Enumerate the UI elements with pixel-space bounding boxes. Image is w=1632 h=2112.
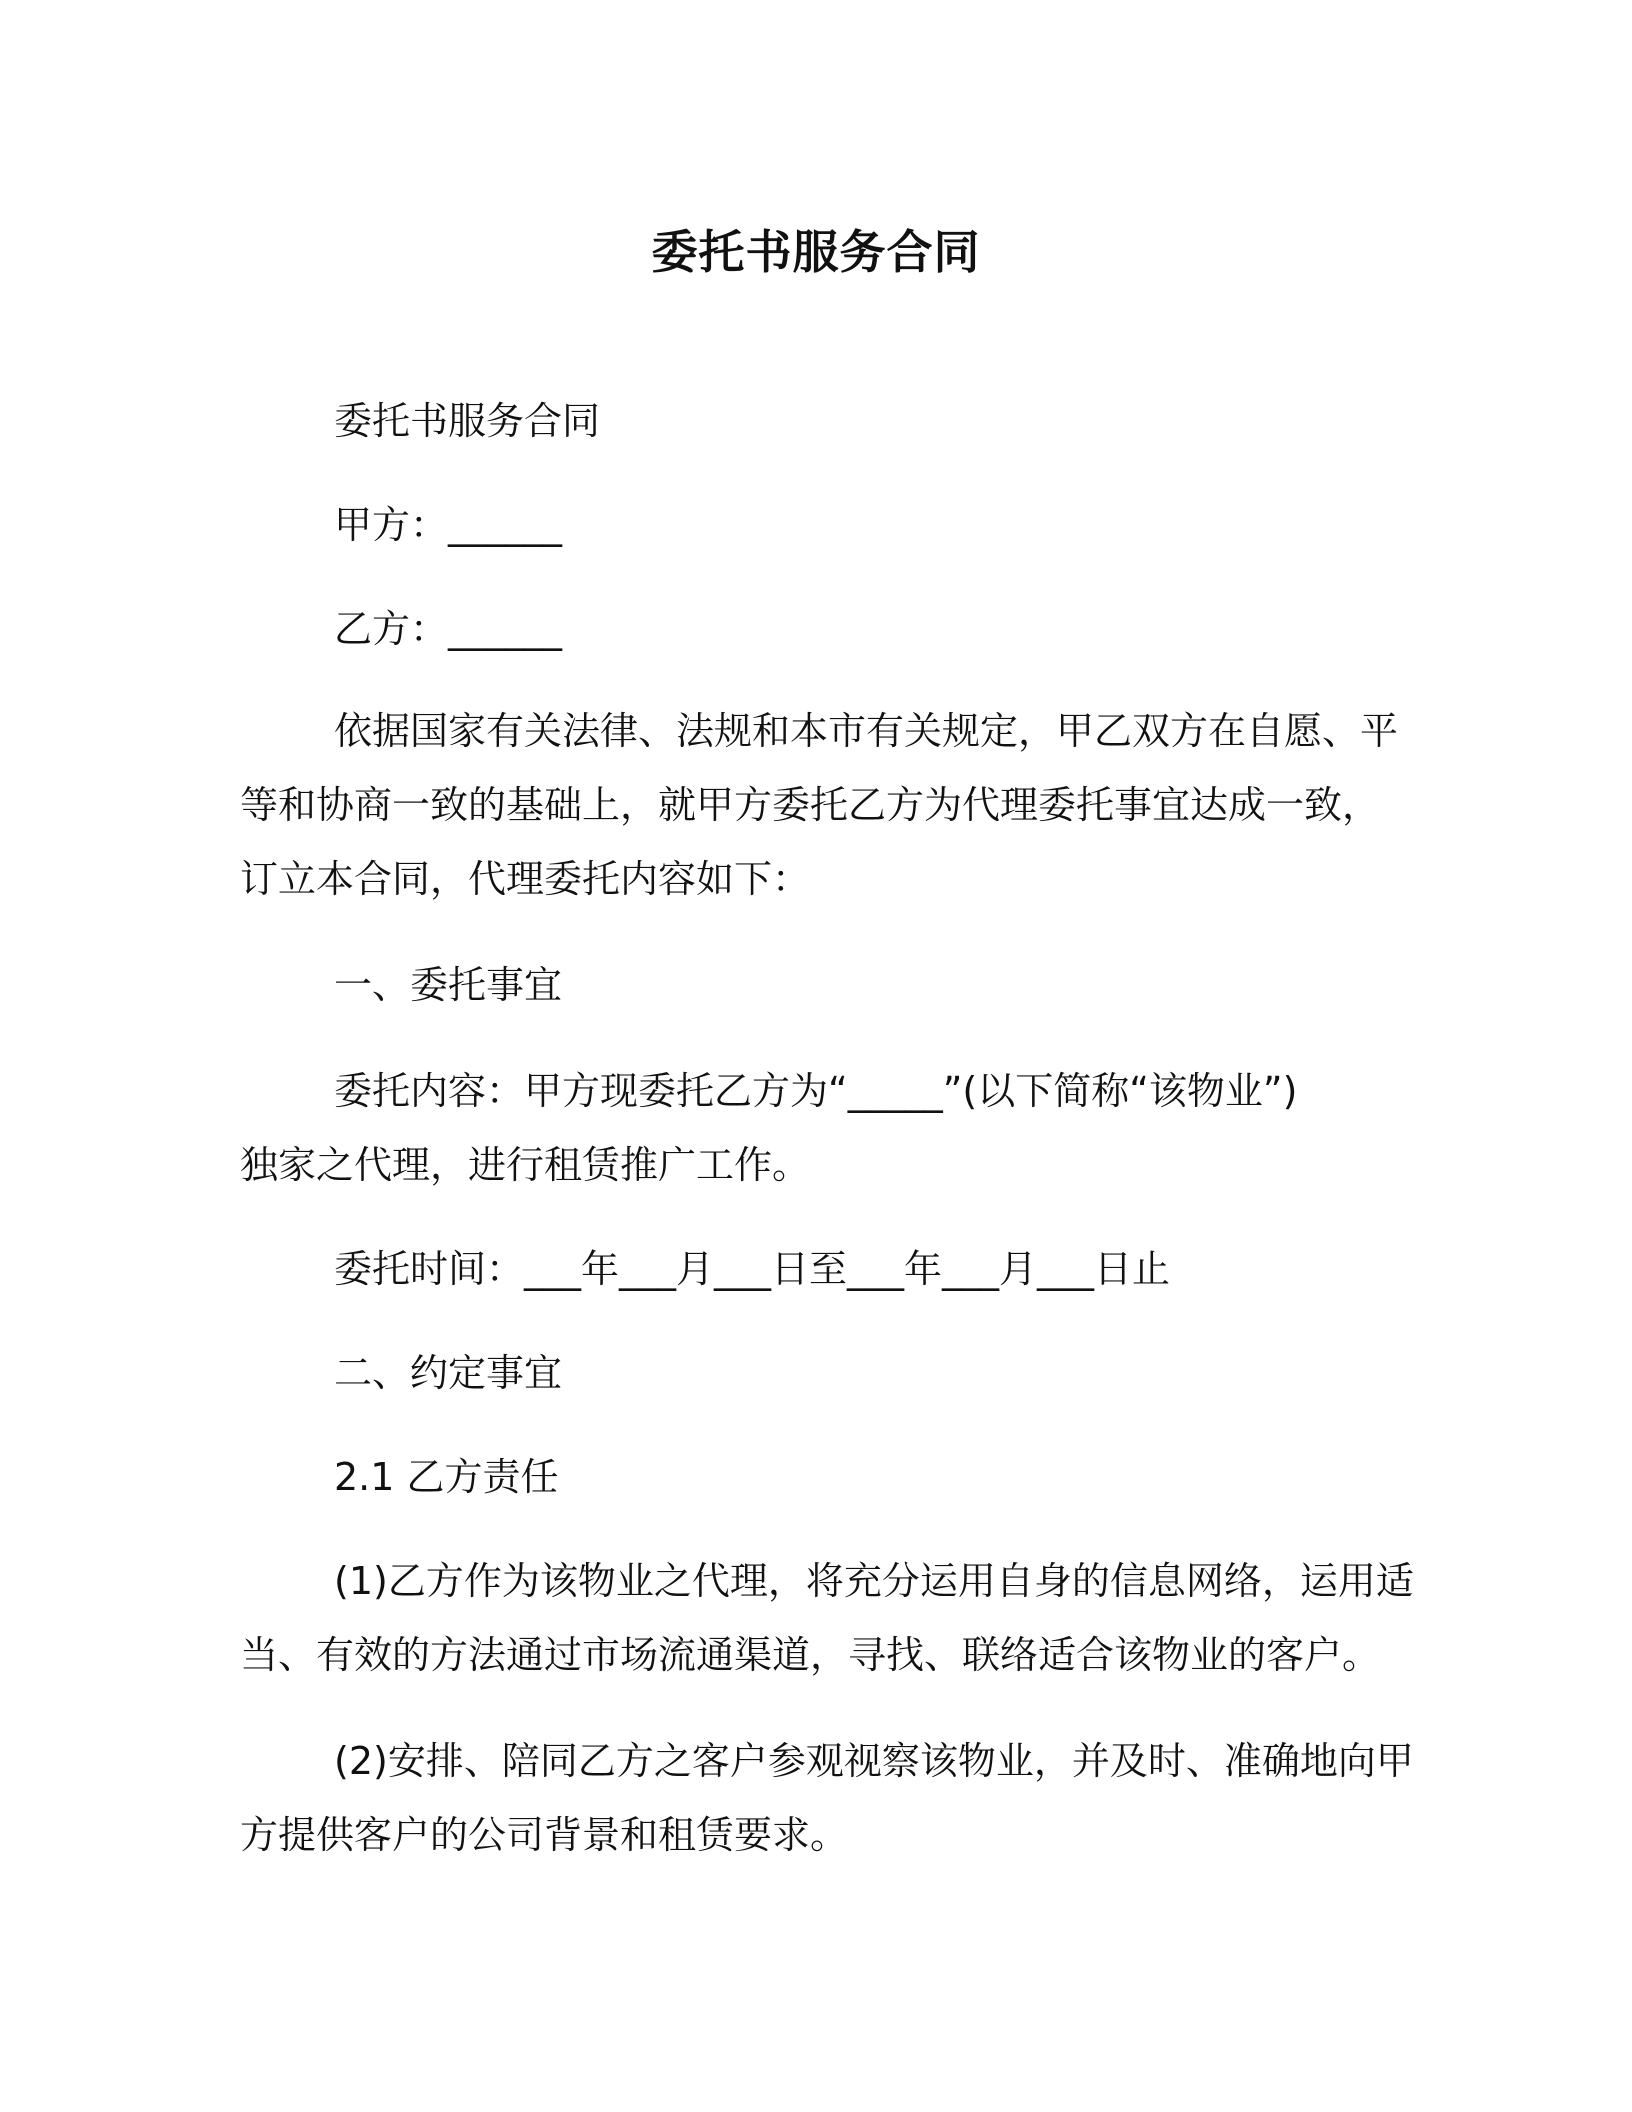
- delegation-content-line-1: 委托内容：甲方现委托乙方为“_____”(以下简称“该物业”): [334, 1069, 1298, 1113]
- intro-paragraph-line-1: 依据国家有关法律、法规和本市有关规定，甲乙双方在自愿、平: [334, 709, 1399, 753]
- delegation-period: 委托时间：___年___月___日至___年___月___日止: [334, 1247, 1171, 1291]
- duty-1-line-2: 当、有效的方法通过市场流通渠道，寻找、联络适合该物业的客户。: [240, 1633, 1381, 1677]
- document-title: 委托书服务合同: [651, 225, 981, 279]
- subsection-heading-2-1: 2.1 乙方责任: [334, 1455, 559, 1499]
- subtitle: 委托书服务合同: [334, 399, 601, 443]
- intro-paragraph-line-2: 等和协商一致的基础上，就甲方委托乙方为代理委托事宜达成一致，: [240, 783, 1381, 827]
- duty-1-line-1: (1)乙方作为该物业之代理，将充分运用自身的信息网络，运用适: [334, 1559, 1414, 1603]
- duty-2-line-1: (2)安排、陪同乙方之客户参观视察该物业，并及时、准确地向甲: [334, 1739, 1414, 1783]
- party-b-line: 乙方：______: [334, 607, 563, 651]
- intro-paragraph-line-3: 订立本合同，代理委托内容如下：: [240, 857, 811, 901]
- section-heading-1: 一、委托事宜: [334, 963, 563, 1007]
- party-a-line: 甲方：______: [334, 503, 563, 547]
- duty-2-line-2: 方提供客户的公司背景和租赁要求。: [240, 1813, 849, 1857]
- delegation-content-line-2: 独家之代理，进行租赁推广工作。: [240, 1143, 811, 1187]
- section-heading-2: 二、约定事宜: [334, 1351, 563, 1395]
